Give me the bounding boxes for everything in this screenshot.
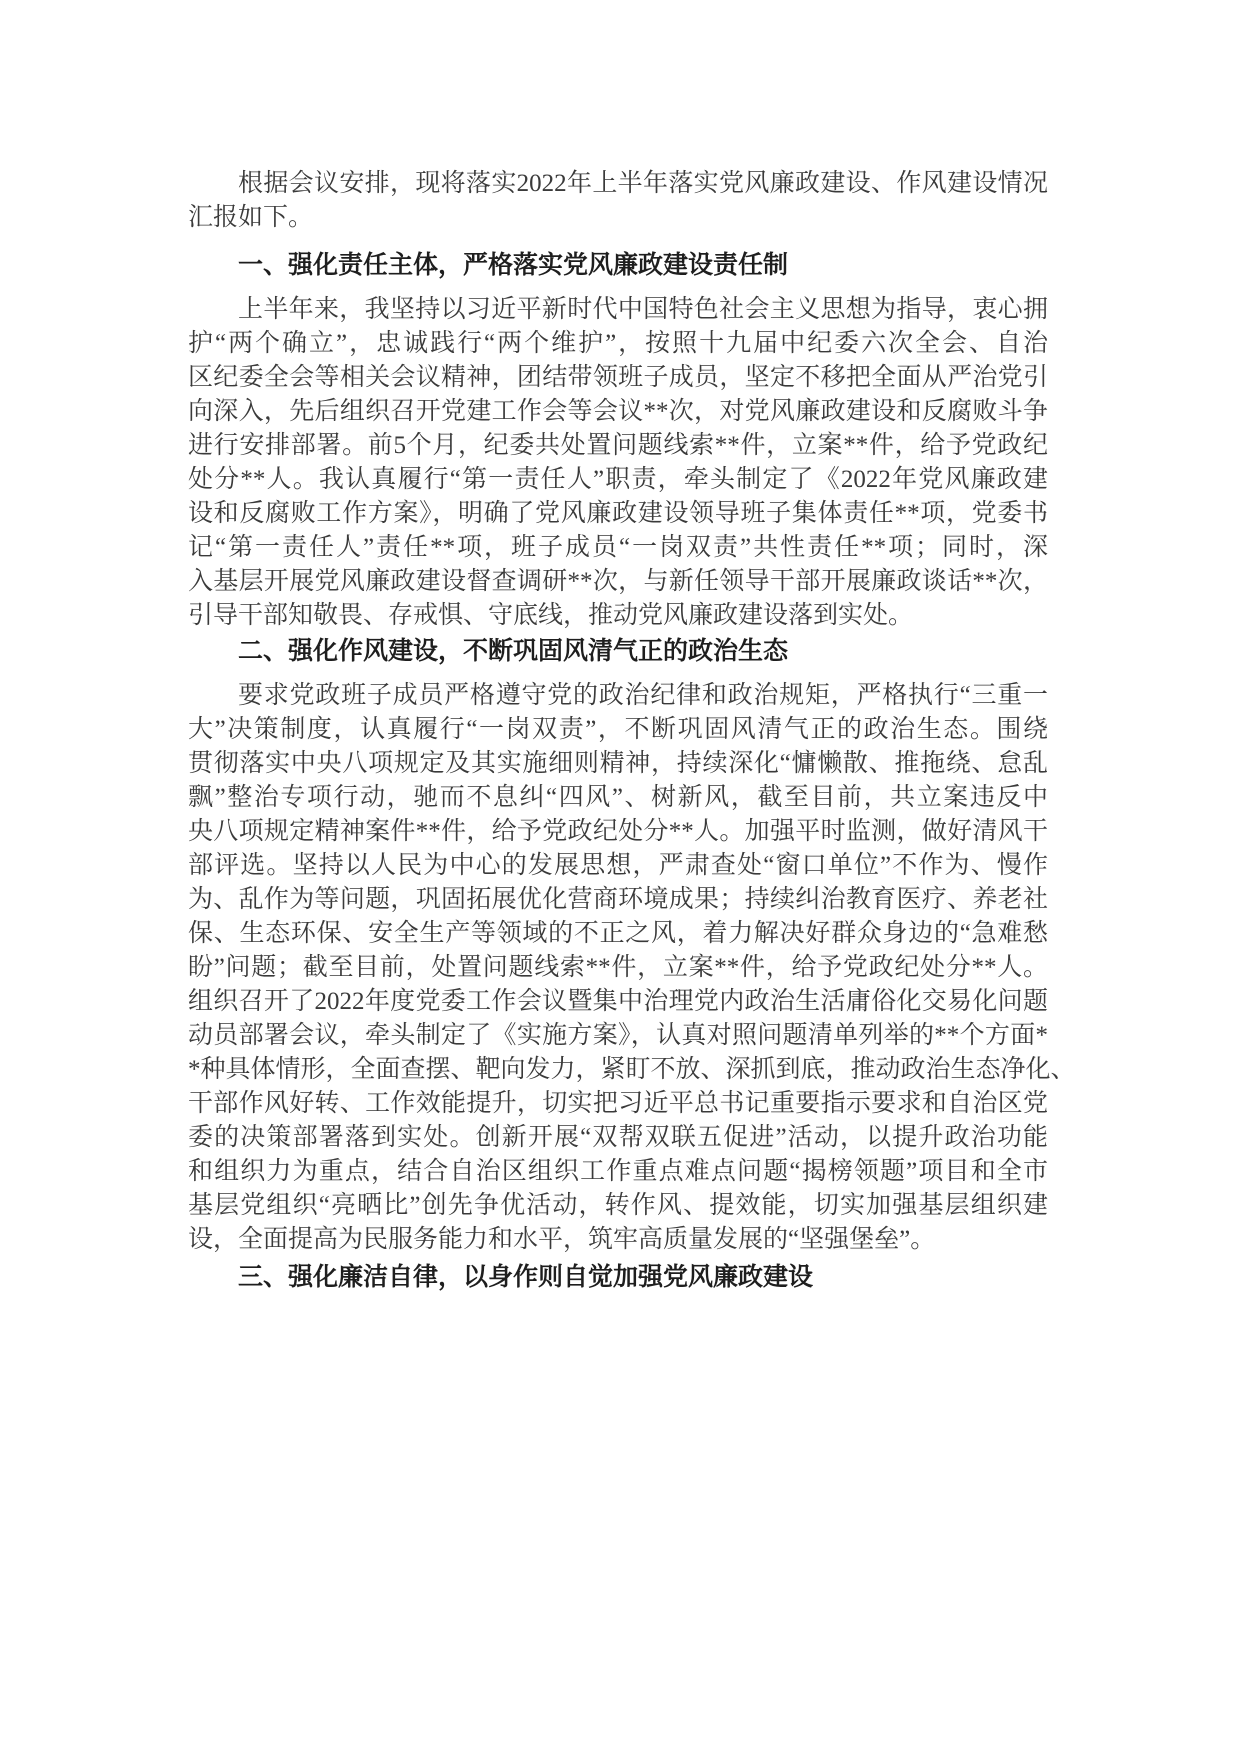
- text-line: 贯彻落实中央八项规定及其实施细则精神，持续深化“慵懒散、推拖绕、怠乱: [188, 750, 1048, 777]
- text-line: 委的决策部署落到实处。创新开展“双帮双联五促进”活动，以提升政治功能: [188, 1124, 1048, 1151]
- text-line: 入基层开展党风廉政建设督查调研**次，与新任领导干部开展廉政谈话**次，: [188, 568, 1048, 595]
- text-line: 向深入，先后组织召开党建工作会等会议**次，对党风廉政建设和反腐败斗争: [188, 398, 1048, 425]
- text-line: 动员部署会议，牵头制定了《实施方案》，认真对照问题清单列举的**个方面*: [188, 1022, 1048, 1049]
- text-line: 盼”问题；截至目前，处置问题线索**件，立案**件，给予党政纪处分**人。: [188, 954, 1048, 981]
- text-line: 区纪委全会等相关会议精神，团结带领班子成员，坚定不移把全面从严治党引: [188, 364, 1048, 391]
- text-line: 要求党政班子成员严格遵守党的政治纪律和政治规矩，严格执行“三重一: [238, 682, 1048, 709]
- section-2-heading: 二、强化作风建设，不断巩固风清气正的政治生态: [238, 636, 789, 665]
- text-line: 为、乱作为等问题，巩固拓展优化营商环境成果；持续纠治教育医疗、养老社: [188, 886, 1048, 913]
- text-line: 上半年来，我坚持以习近平新时代中国特色社会主义思想为指导，衷心拥: [238, 296, 1048, 323]
- text-line: 进行安排部署。前5个月，纪委共处置问题线索**件，立案**件，给予党政纪: [188, 432, 1048, 459]
- section-3-heading: 三、强化廉洁自律，以身作则自觉加强党风廉政建设: [238, 1262, 814, 1291]
- text-line: 保、生态环保、安全生产等领域的不正之风，着力解决好群众身边的“急难愁: [188, 920, 1048, 947]
- text-line: 和组织力为重点，结合自治区组织工作重点难点问题“揭榜领题”项目和全市: [188, 1158, 1048, 1185]
- text-line: 飘”整治专项行动，驰而不息纠“四风”、树新风，截至目前，共立案违反中: [188, 784, 1048, 811]
- text-line: 基层党组织“亮晒比”创先争优活动，转作风、提效能，切实加强基层组织建: [188, 1192, 1048, 1219]
- text-line: 部评选。坚持以人民为中心的发展思想，严肃查处“窗口单位”不作为、慢作: [188, 852, 1048, 879]
- text-line: 设和反腐败工作方案》，明确了党风廉政建设领导班子集体责任**项，党委书: [188, 500, 1048, 527]
- text-line: 护“两个确立”，忠诚践行“两个维护”，按照十九届中纪委六次全会、自治: [188, 330, 1048, 357]
- text-line: *种具体情形，全面查摆、靶向发力，紧盯不放、深抓到底，推动政治生态净化、: [188, 1056, 1076, 1083]
- intro-paragraph: [188, 167, 1048, 235]
- text-line: 汇报如下。: [188, 204, 314, 231]
- text-line: 引导干部知敬畏、存戒惧、守底线，推动党风廉政建设落到实处。: [188, 602, 914, 629]
- section-1-paragraph: [188, 293, 1048, 633]
- text-line: 大”决策制度，认真履行“一岗双责”，不断巩固风清气正的政治生态。围绕: [188, 716, 1048, 743]
- text-line: 设，全面提高为民服务能力和水平，筑牢高质量发展的“坚强堡垒”。: [188, 1226, 936, 1253]
- text-line: 干部作风好转、工作效能提升，切实把习近平总书记重要指示要求和自治区党: [188, 1090, 1048, 1117]
- section-2-paragraph: [188, 679, 1076, 1257]
- text-line: 组织召开了2022年度党委工作会议暨集中治理党内政治生活庸俗化交易化问题: [188, 988, 1048, 1015]
- text-line: 记“第一责任人”责任**项，班子成员“一岗双责”共性责任**项；同时，深: [188, 534, 1048, 561]
- text-line: 根据会议安排，现将落实2022年上半年落实党风廉政建设、作风建设情况: [238, 170, 1048, 197]
- section-1-heading: 一、强化责任主体，严格落实党风廉政建设责任制: [238, 250, 789, 279]
- text-line: 处分**人。我认真履行“第一责任人”职责，牵头制定了《2022年党风廉政建: [188, 466, 1048, 493]
- text-line: 央八项规定精神案件**件，给予党政纪处分**人。加强平时监测，做好清风干: [188, 818, 1048, 845]
